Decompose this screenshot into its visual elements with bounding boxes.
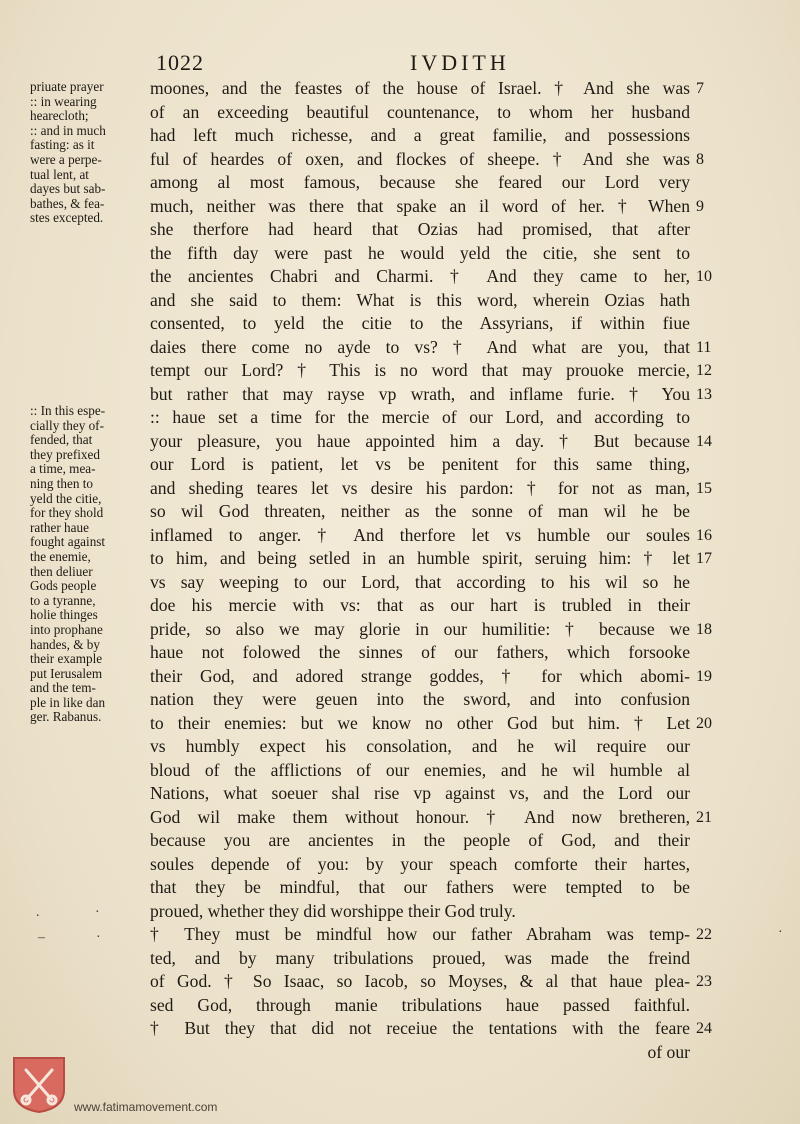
margin-note-line: ning then to [30, 475, 94, 491]
margin-note-line: to a tyranne, [30, 592, 96, 608]
text-line: ful of heardes of oxen, and flockes of sheepe. † And she was [150, 148, 690, 169]
text-line: of God. † So Isaac, so Iacob, so Moyses, & al that haue plea- [150, 971, 690, 991]
page-header [0, 50, 800, 80]
stray-mark: . [36, 905, 40, 920]
margin-note-prefixed-time [30, 404, 150, 725]
margin-note-line: priuate prayer [30, 79, 104, 94]
margin-note-private-prayer [30, 80, 150, 226]
verse-number: 19 [696, 667, 712, 685]
verse-number: 9 [696, 197, 704, 215]
margin-note-line: and the tem- [30, 680, 96, 696]
text-line: vs say weeping to our Lord, that according to his wil so he [150, 571, 690, 592]
text-line: bloud of the afflictions of our enemies, and he wil humble al [150, 759, 690, 780]
running-title: IVDITH [410, 50, 510, 75]
margin-note-line: stes excepted. [30, 210, 104, 226]
body-text [150, 77, 690, 1064]
margin-note-line: fended, that [30, 432, 93, 448]
text-line: that they be mindful, that our fathers were tempted to be [150, 877, 690, 897]
verse-number: 12 [696, 362, 712, 379]
verse-number: 14 [696, 432, 712, 450]
margin-note-line: rather haue [30, 519, 89, 535]
verse-number [696, 171, 726, 195]
text-line: much, neither was there that spake an il word of her. † When [150, 195, 690, 216]
margin-note-line: :: In this espe- [30, 403, 106, 418]
verse-number [696, 242, 726, 266]
text-line: to their enemies: but we know no other God but him. † Let [150, 712, 690, 733]
text-line: † But they that did not receiue the tentations with the feare [150, 1018, 690, 1038]
text-line: sed God, through manie tribulations haue passed faithful. [150, 994, 690, 1015]
text-line: vs humbly expect his consolation, and he wil require our [150, 736, 690, 756]
verse-numbers [696, 77, 726, 1064]
verse-number [696, 994, 726, 1018]
text-line: doe his mercie with vs: that as our hart is trubled in their [150, 595, 690, 615]
verse-number: 20 [696, 714, 712, 732]
text-line: :: haue set a time for the mercie of our Lord, and according to [150, 407, 690, 427]
margin-note-line: ger. Rabanus. [30, 709, 102, 725]
verse-number [696, 594, 726, 618]
text-line: † They must be mindful how our father Abraham was temp- [150, 924, 690, 944]
verse-number: 18 [696, 620, 712, 638]
text-line: because you are ancientes in the people of God, and their [150, 830, 690, 850]
text-line: soules depende of you: by your speach comforte their hartes, [150, 853, 690, 874]
verse-number: 22 [696, 926, 712, 943]
text-line: the ancientes Chabri and Charmi. † And they came to her, [150, 266, 690, 286]
text-line: Nations, what soeuer shal rise vp against vs, and the Lord our [150, 783, 690, 803]
text-line: had left much richesse, and a great familie, and possessions [150, 125, 690, 145]
text-line: God wil make them without honour. † And now bretheren, [150, 806, 690, 827]
margin-note-line: holie thinges [30, 607, 98, 623]
text-line: and she said to them: What is this word, wherein Ozias hath [150, 289, 690, 310]
text-line: pride, so also we may glorie in our humilitie: † because we [150, 618, 690, 639]
margin-note-line: then deliuer [30, 563, 93, 579]
verse-number: 7 [696, 80, 704, 97]
margin-note-line: fasting: as it [30, 137, 95, 153]
text-line: our Lord is patient, let vs be penitent for this same thing, [150, 454, 690, 474]
text-line: tempt our Lord? † This is no word that may prouoke mercie, [150, 360, 690, 380]
margin-note-line: bathes, & fea- [30, 195, 105, 211]
verse-number [696, 735, 726, 759]
margin-note-line: fought against [30, 534, 106, 550]
text-line: their God, and adored strange goddes, † for which abomi- [150, 665, 690, 686]
verse-number [696, 571, 726, 595]
margin-note-line: put Ierusalem [30, 665, 103, 681]
text-line: proued, whether they did worshippe their God truly. [150, 900, 516, 921]
verse-number: 8 [696, 150, 704, 168]
text-line: the fifth day were past he would yeld the citie, she sent to [150, 242, 690, 263]
text-line: among al most famous, because she feared our Lord very [150, 172, 690, 192]
verse-number: 15 [696, 479, 712, 497]
verse-number: 13 [696, 385, 712, 403]
margin-note-line: :: in wearing [30, 93, 97, 109]
verse-number [696, 853, 726, 877]
stray-mark: – [38, 930, 45, 945]
verse-number [696, 312, 726, 336]
verse-number: 11 [696, 338, 712, 356]
margin-note-line: into prophane [30, 621, 103, 637]
margin-note-line: yeld the citie, [30, 490, 102, 506]
margin-note-line: the enemie, [30, 548, 91, 564]
text-line: nation they were geuen into the sword, and into confusion [150, 689, 690, 709]
verse-number [696, 829, 726, 853]
text-line: consented, to yeld the citie to the Assyrians, if within fiue [150, 313, 690, 333]
verse-number [696, 641, 726, 665]
stray-mark: · [95, 905, 100, 920]
verse-number [696, 453, 726, 477]
text-line: ted, and by many tribulations proued, was made the freind [150, 947, 690, 968]
text-line: haue not folowed the sinnes of our fathers, which forsooke [150, 642, 690, 662]
margin-note-line: cially they of- [30, 417, 104, 433]
text-line: daies there come no ayde to vs? † And what are you, that [150, 336, 690, 357]
margin-note-line: hearecloth; [30, 108, 89, 124]
margin-note-line: :: and in much [30, 122, 106, 138]
verse-number [696, 688, 726, 712]
text-line: of our [647, 1041, 690, 1062]
verse-number [696, 782, 726, 806]
verse-number [696, 759, 726, 783]
margin-note-line: they prefixed [30, 446, 100, 462]
papal-seal-icon [12, 1056, 66, 1114]
text-line: inflamed to anger. † And therfore let vs humble our soules [150, 524, 690, 545]
margin-note-line: a time, mea- [30, 461, 96, 477]
margin-note-line: tual lent, at [30, 166, 89, 182]
verse-number [696, 101, 726, 125]
text-line: of an exceeding beautiful countenance, to whom her husband [150, 101, 690, 122]
verse-number [696, 947, 726, 971]
verse-number [696, 876, 726, 900]
margin-note-line: for they shold [30, 505, 104, 521]
margin-note-line: Gods people [30, 578, 97, 594]
website-url: www.fatimamovement.com [74, 1100, 218, 1114]
margin-note-line: dayes but sab- [30, 181, 106, 197]
verse-number: 17 [696, 550, 712, 567]
stray-mark: · [96, 930, 101, 945]
verse-number: 24 [696, 1020, 712, 1037]
verse-number [696, 900, 726, 924]
verse-number: 21 [696, 808, 712, 826]
verse-number: 16 [696, 526, 712, 544]
text-line: moones, and the feastes of the house of Israel. † And she was [150, 78, 690, 98]
margin-note-line: were a perpe- [30, 151, 102, 167]
page-number: 1022 [156, 50, 204, 75]
verse-number [696, 1041, 726, 1065]
verse-number [696, 289, 726, 313]
stray-mark: · [778, 925, 783, 940]
text-line: she therfore had heard that Ozias had promised, that after [150, 219, 690, 239]
margin-note-line: their example [30, 651, 103, 667]
verse-number [696, 406, 726, 430]
verse-number [696, 218, 726, 242]
text-line: but rather that may rayse vp wrath, and inflame furie. † You [150, 383, 690, 404]
margin-note-line: handes, & by [30, 636, 100, 652]
verse-number: 23 [696, 973, 712, 990]
margin-note-line: ple in like dan [30, 694, 106, 710]
text-line: and sheding teares let vs desire his pardon: † for not as man, [150, 477, 690, 498]
verse-number [696, 124, 726, 148]
verse-number: 10 [696, 268, 712, 285]
text-line: your pleasure, you haue appointed him a day. † But because [150, 430, 690, 451]
text-line: so wil God threaten, neither as the sonne of man wil he be [150, 501, 690, 521]
verse-number [696, 500, 726, 524]
text-line: to him, and being setled in an humble spirit, seruing him: † let [150, 548, 690, 568]
